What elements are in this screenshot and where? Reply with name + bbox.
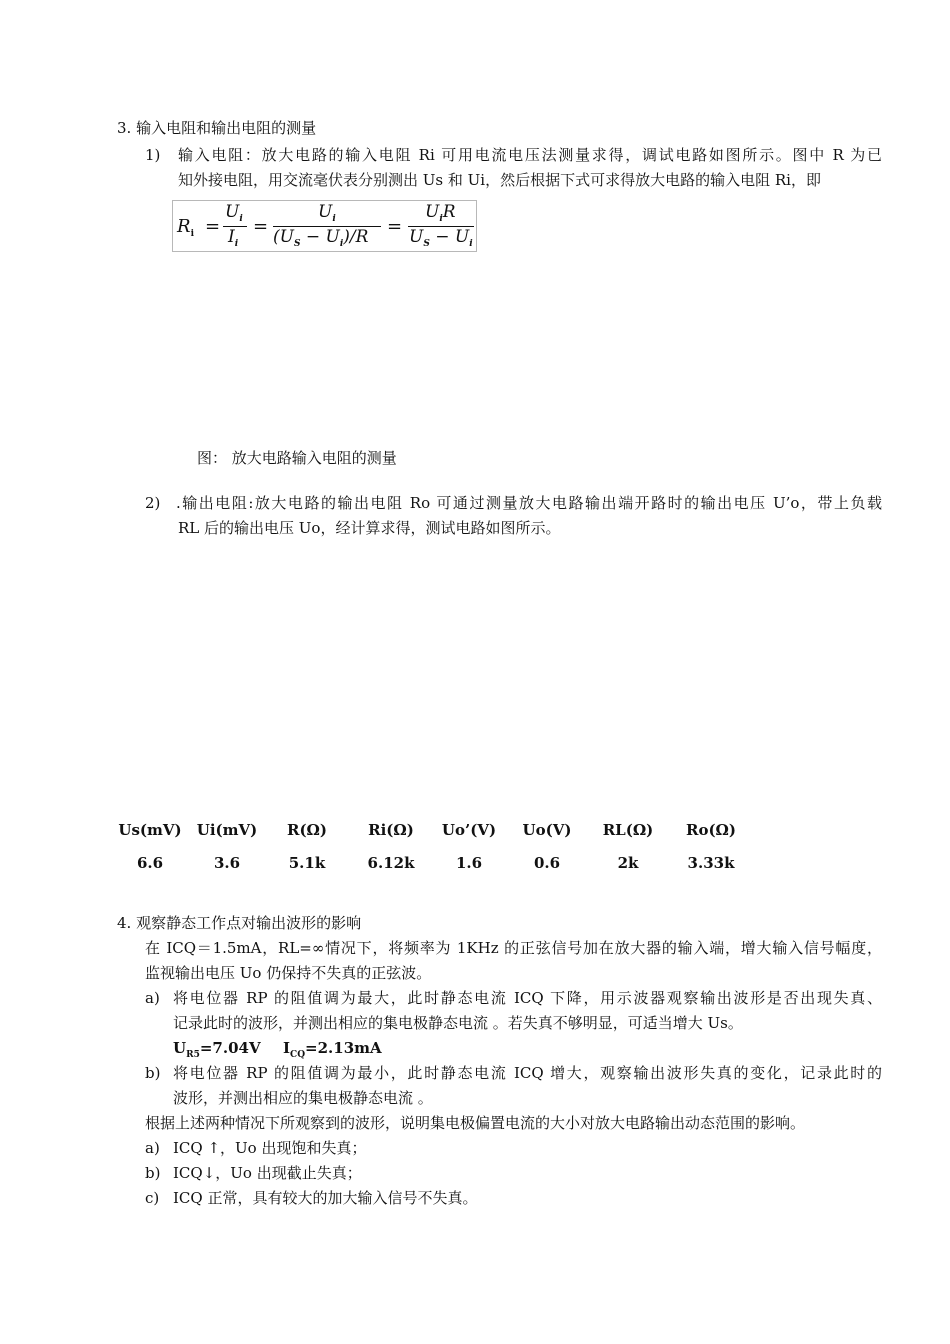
formula-t1-den: $I_i$ (228, 227, 239, 249)
formula-lhs: $R_i$ (177, 216, 194, 239)
measured-icq: $I_{CQ}=2.13mA$ (283, 1039, 382, 1060)
table-header: Ri(Ω) (368, 821, 414, 839)
step-b-number: b) (145, 1064, 161, 1082)
formula-t3-num: $U_iR$ (425, 202, 456, 224)
formula-t2-num: $U_i$ (318, 202, 336, 224)
result-a-text: ICQ ↑，Uo 出现饱和失真； (173, 1139, 367, 1157)
input-resistance-formula (172, 200, 477, 252)
formula-eq3: = (387, 216, 403, 237)
table-cell: 1.6 (455, 854, 483, 872)
table-header: Uo(V) (522, 821, 572, 839)
formula-t3-den: $U_S - U_i$ (409, 227, 473, 249)
section3-heading: 3. 输入电阻和输出电阻的测量 (117, 119, 317, 137)
result-c-text: ICQ 正常，具有较大的加大输入信号不失真。 (173, 1189, 478, 1207)
step-b-line1: 将电位器 RP 的阻值调为最小，此时静态电流 ICQ 增大，观察输出波形失真的变化，记录此时的 (173, 1064, 882, 1082)
table-header: RL(Ω) (602, 821, 654, 839)
section4-heading: 4. 观察静态工作点对输出波形的影响 (117, 914, 362, 932)
table-cell: 2k (617, 854, 639, 872)
table-header: Ui(mV) (196, 821, 258, 839)
step-b-line2: 波形，并测出相应的集电极静态电流 。 (173, 1089, 433, 1107)
step-a-number: a) (145, 989, 160, 1007)
table-header: Ro(Ω) (685, 821, 737, 839)
item1-number: 1) (145, 146, 161, 164)
table-cell: 3.33k (687, 854, 735, 872)
formula-t2-den: $(U_S - U_i)/R$ (273, 227, 369, 249)
formula-t1-num: $U_i$ (225, 202, 243, 224)
item1-line1: 输入电阻：放大电路的输入电阻 Ri 可用电流电压法测量求得，调试电路如图所示。图中 R 为已 (178, 146, 882, 164)
item2-line2: RL 后的输出电压 Uo，经计算求得，测试电路如图所示。 (178, 519, 561, 537)
result-c-number: c) (145, 1189, 160, 1207)
formula-eq1: = (205, 216, 221, 237)
result-b-text: ICQ↓，Uo 出现截止失真； (173, 1164, 362, 1182)
table-header: Uo’(V) (441, 821, 497, 839)
formula-eq2: = (253, 216, 269, 237)
section4-intro-line1: 在 ICQ＝1.5mA，RL=∞情况下，将频率为 1KHz 的正弦信号加在放大器的输入端，增大输入信号幅度， (145, 939, 882, 957)
conclusion-text: 根据上述两种情况下所观察到的波形，说明集电极偏置电流的大小对放大电路输出动态范围的影响。 (145, 1114, 806, 1132)
table-cell: 3.6 (213, 854, 241, 872)
item1-line2: 知外接电阻，用交流毫伏表分别测出 Us 和 Ui，然后根据下式可求得放大电路的输入电阻 Ri，即 (178, 171, 821, 189)
measured-ur5: $U_{R5}=7.04V$ (173, 1039, 261, 1060)
result-a-number: a) (145, 1139, 160, 1157)
step-a-line2: 记录此时的波形，并测出相应的集电极静态电流 。若失真不够明显，可适当增大 Us。 (173, 1014, 743, 1032)
table-cell: 0.6 (533, 854, 561, 872)
table-cell: 6.6 (136, 854, 164, 872)
item2-number: 2) (145, 494, 161, 512)
step-a-line1: 将电位器 RP 的阻值调为最大，此时静态电流 ICQ 下降，用示波器观察输出波形是否出现失真、 (173, 989, 882, 1007)
table-header: Us(mV) (118, 821, 182, 839)
item2-line1: .输出电阻:放大电路的输出电阻 Ro 可通过测量放大电路输出端开路时的输出电压 U’o，带上负载 (176, 494, 882, 512)
table-header: R(Ω) (286, 821, 327, 839)
table-cell: 5.1k (288, 854, 326, 872)
result-b-number: b) (145, 1164, 161, 1182)
table-cell: 6.12k (367, 854, 415, 872)
section4-intro-line2: 监视输出电压 Uo 仍保持不失真的正弦波。 (145, 964, 432, 982)
figure-caption: 图： 放大电路输入电阻的测量 (197, 449, 397, 467)
